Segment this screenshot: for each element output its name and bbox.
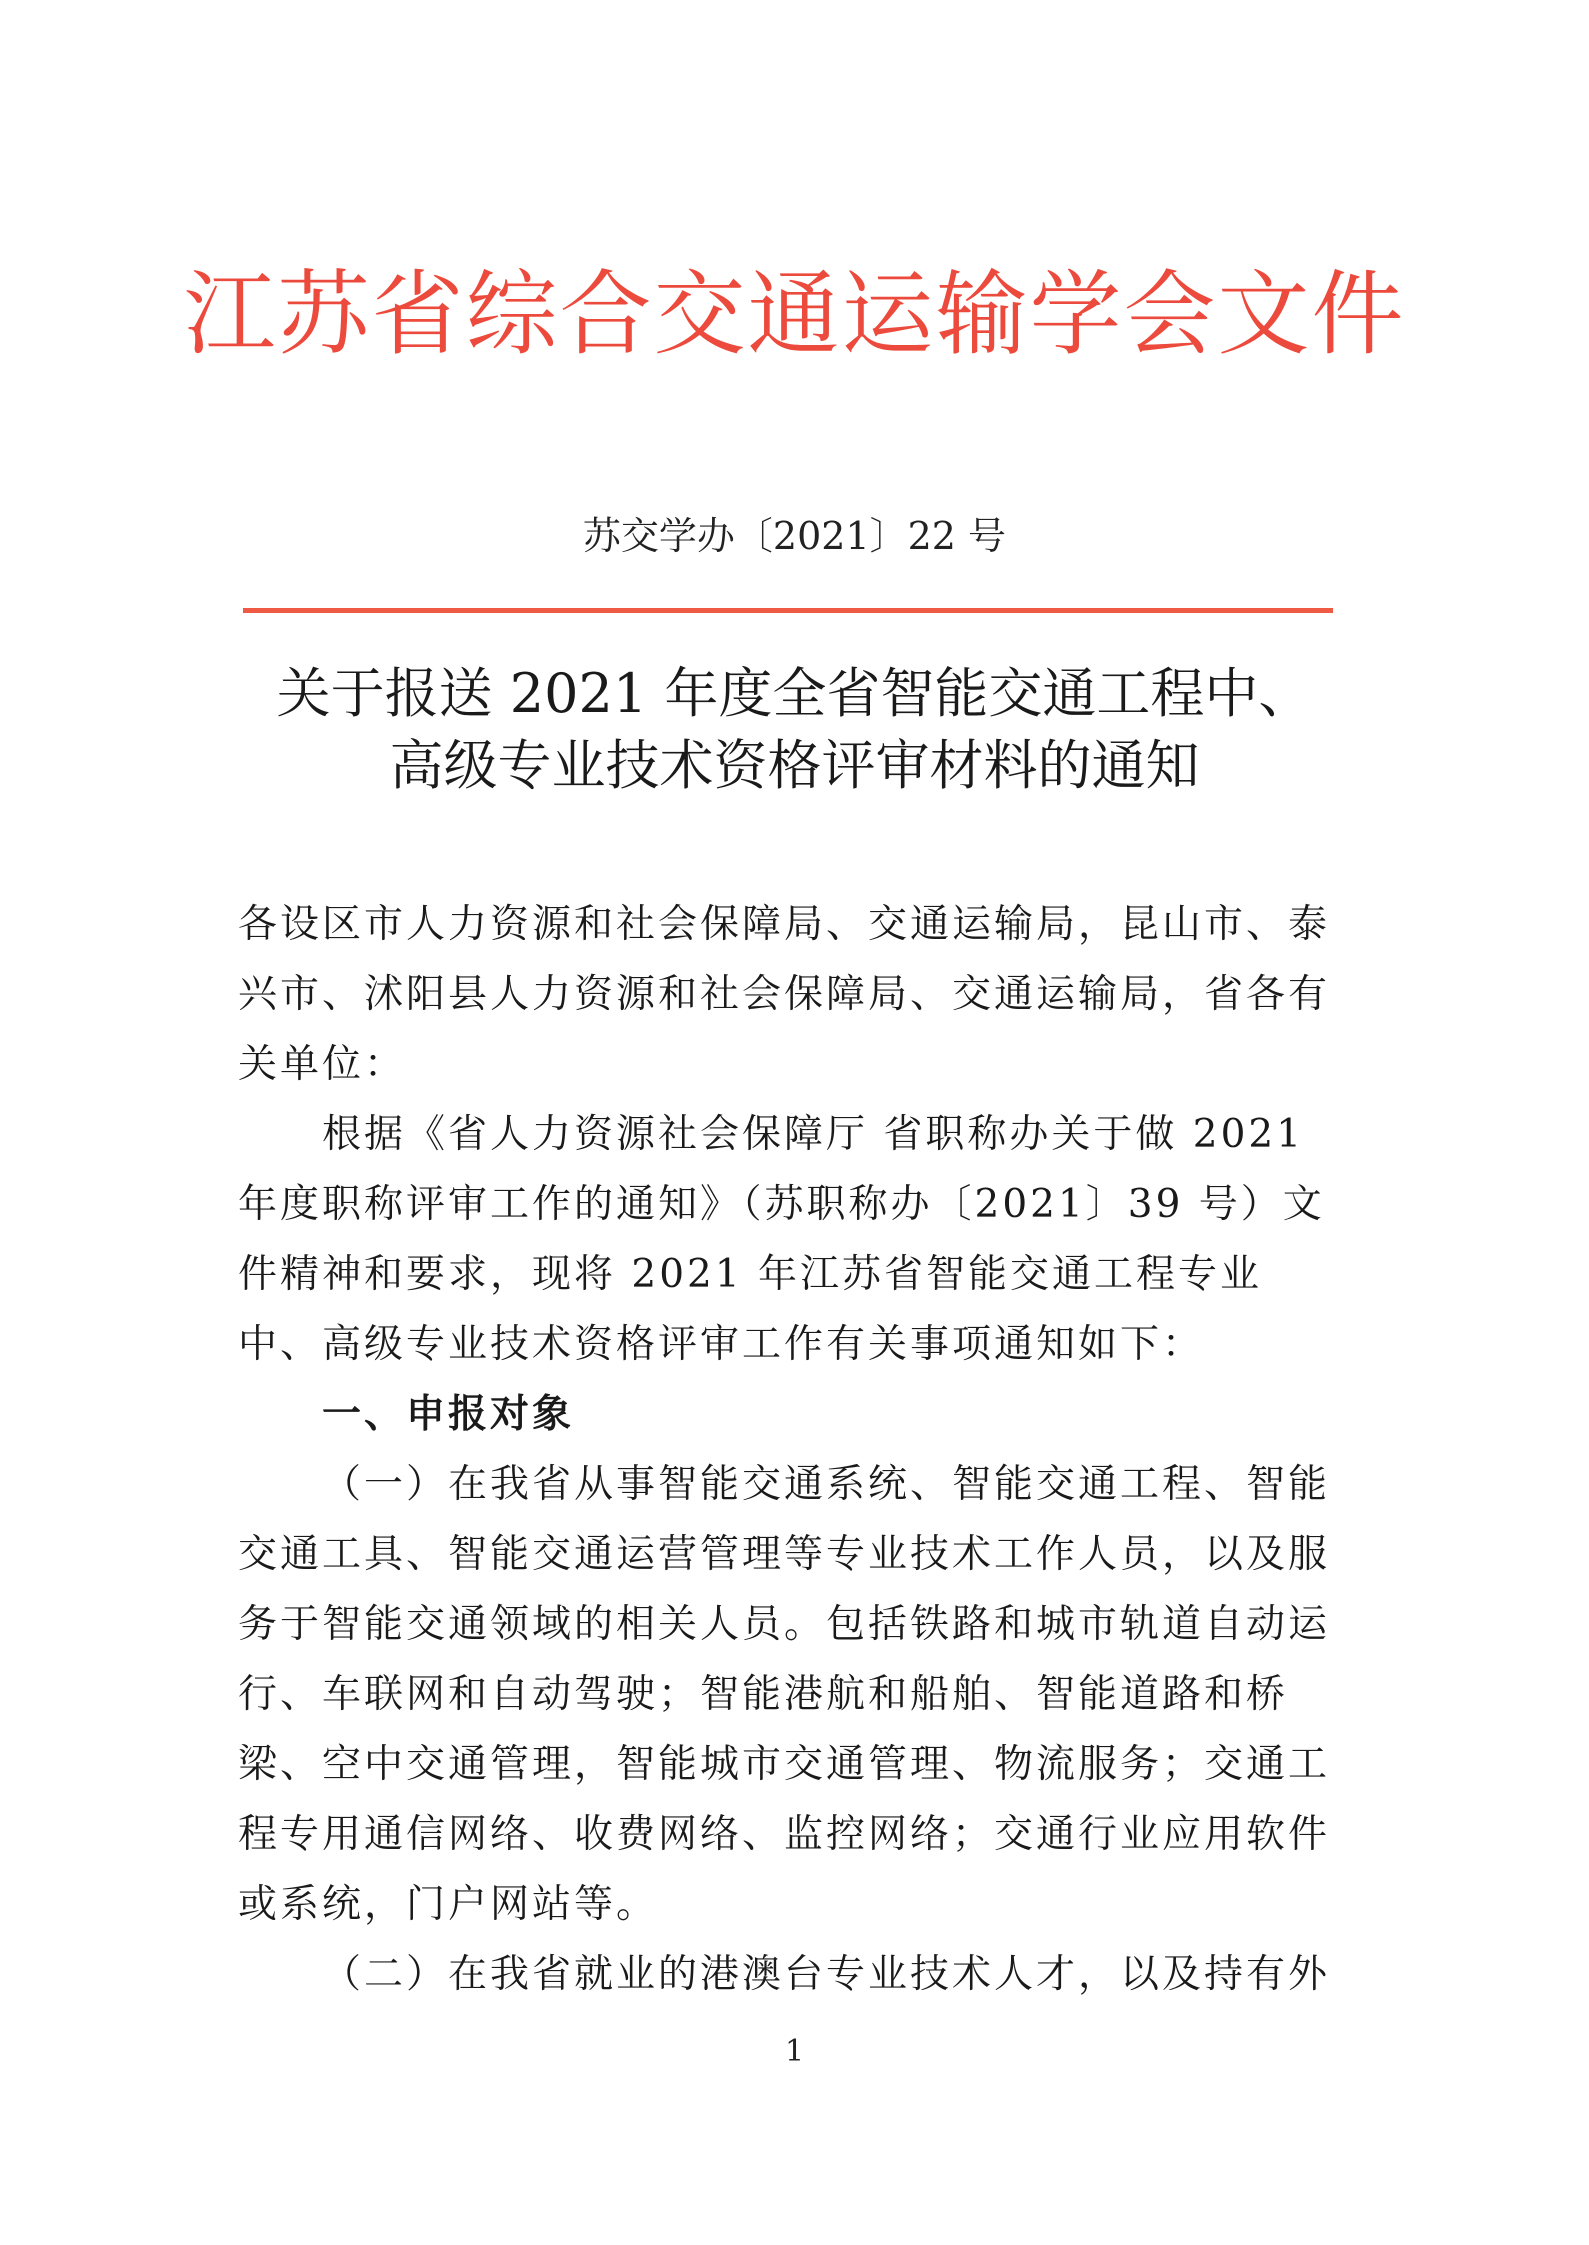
item-paragraph-2: （二）在我省就业的港澳台专业技术人才，以及持有外 bbox=[322, 1952, 1331, 1997]
document-body bbox=[238, 890, 1338, 2010]
document-number: 苏交学办〔2021〕22 号 bbox=[582, 514, 1007, 558]
notice-title-line-1: 关于报送 2021 年度全省智能交通工程中、 bbox=[276, 662, 1313, 725]
notice-title-line-2: 高级专业技术资格评审材料的通知 bbox=[389, 734, 1200, 797]
page-number: 1 bbox=[784, 2034, 805, 2069]
item-paragraph-1: （一）在我省从事智能交通系统、智能交通工程、智能交通工具、智能交通运营管理等专业技术工作人员，以及服务于智能交通领域的相关人员。包括铁路和城市轨道自动运行、车联网和自动驾驶；智能港航和船舶、智能道路和桥梁、空中交通管理，智能城市交通管理、物流服务；交通工程专用通信网络、收费网络、监控网络；交通行业应用软件或系统，门户网站等。 bbox=[238, 1462, 1331, 1927]
org-document-header: 江苏省综合交通运输学会文件 bbox=[183, 261, 1406, 368]
red-divider-line bbox=[243, 608, 1333, 613]
notice-title bbox=[0, 658, 1589, 802]
recipients-paragraph: 各设区市人力资源和社会保障局、交通运输局，昆山市、泰兴市、沭阳县人力资源和社会保障局、交通运输局，省各有关单位： bbox=[238, 902, 1331, 1087]
section-heading-1: 一、申报对象 bbox=[322, 1392, 575, 1437]
intro-paragraph: 根据《省人力资源社会保障厅 省职称办关于做 2021 年度职称评审工作的通知》（苏职称办〔2021〕39 号）文件精神和要求，现将 2021 年江苏省智能交通工程专业中、高级专业技术资格评审工作有关事项通知如下： bbox=[238, 1112, 1325, 1367]
